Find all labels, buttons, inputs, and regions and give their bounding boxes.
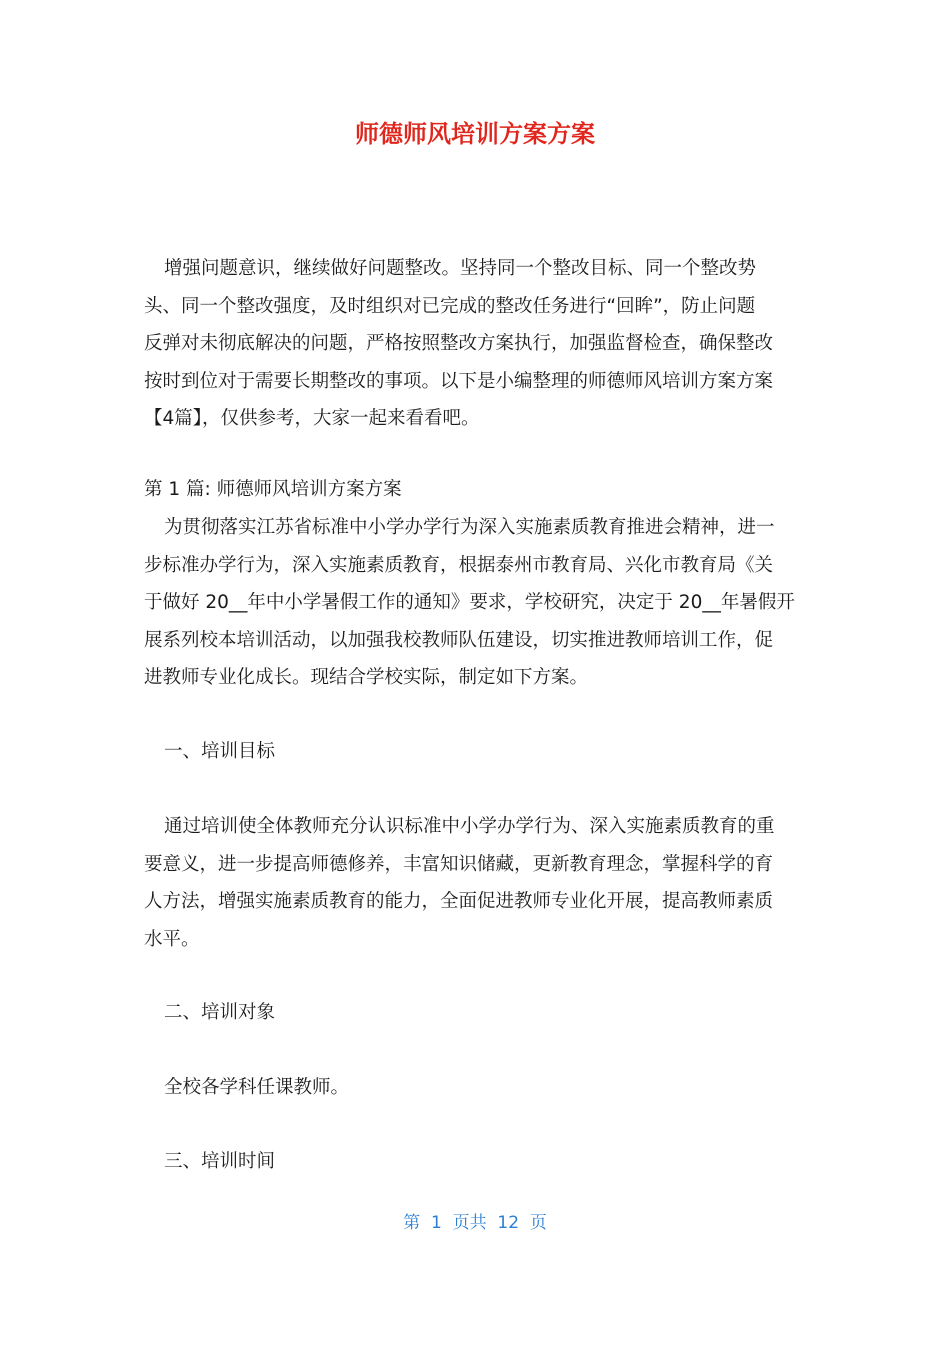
intro-line: 【4篇】，仅供参考，大家一起来看看吧。 [144, 408, 480, 429]
section-heading-time: 三、培训时间 [164, 1151, 276, 1172]
intro-line: 反弹对未彻底解决的问题，严格按照整改方案执行，加强监督检查，确保整改 [144, 333, 774, 354]
goals-line: 要意义，进一步提高师德修养，丰富知识储藏，更新教育理念，掌握科学的育 [144, 853, 774, 875]
section-heading-audience: 二、培训对象 [164, 1002, 276, 1023]
audience-paragraph: 全校各学科任课教师。 [164, 1077, 350, 1098]
goals-line: 人方法，增强实施素质教育的能力，全面促进教师专业化开展，提高教师素质 [144, 891, 774, 912]
intro-paragraph [144, 250, 808, 438]
chapter-paragraph [144, 509, 808, 697]
document-title: 师德师风培训方案方案 [355, 120, 595, 148]
chapter-line: 于做好 20__年中小学暑假工作的通知》要求，学校研究，决定于 20__年暑假开 [144, 592, 795, 613]
intro-line: 按时到位对于需要长期整改的事项。以下是小编整理的师德师风培训方案方案 [144, 370, 774, 392]
page-indicator: 第 1 页共 12 页 [403, 1213, 547, 1233]
goals-paragraph [144, 808, 808, 958]
chapter-line: 进教师专业化成长。现结合学校实际，制定如下方案。 [144, 667, 589, 688]
chapter-heading: 第 1 篇: 师德师风培训方案方案 [144, 479, 402, 500]
section-heading-goals: 一、培训目标 [164, 741, 276, 762]
goals-line: 通过培训使全体教师充分认识标准中小学办学行为、深入实施素质教育的重 [164, 816, 775, 837]
intro-line: 增强问题意识，继续做好问题整改。坚持同一个整改目标、同一个整改势 [164, 258, 757, 279]
goals-line: 水平。 [144, 928, 200, 950]
chapter-line: 展系列校本培训活动，以加强我校教师队伍建设，切实推进教师培训工作，促 [144, 629, 774, 651]
intro-line: 头、同一个整改强度，及时组织对已完成的整改任务进行“回眸”，防止问题 [144, 295, 756, 317]
chapter-line: 步标准办学行为，深入实施素质教育，根据泰州市教育局、兴化市教育局《关 [144, 554, 774, 576]
chapter-line: 为贯彻落实江苏省标准中小学办学行为深入实施素质教育推进会精神，进一 [164, 517, 775, 538]
